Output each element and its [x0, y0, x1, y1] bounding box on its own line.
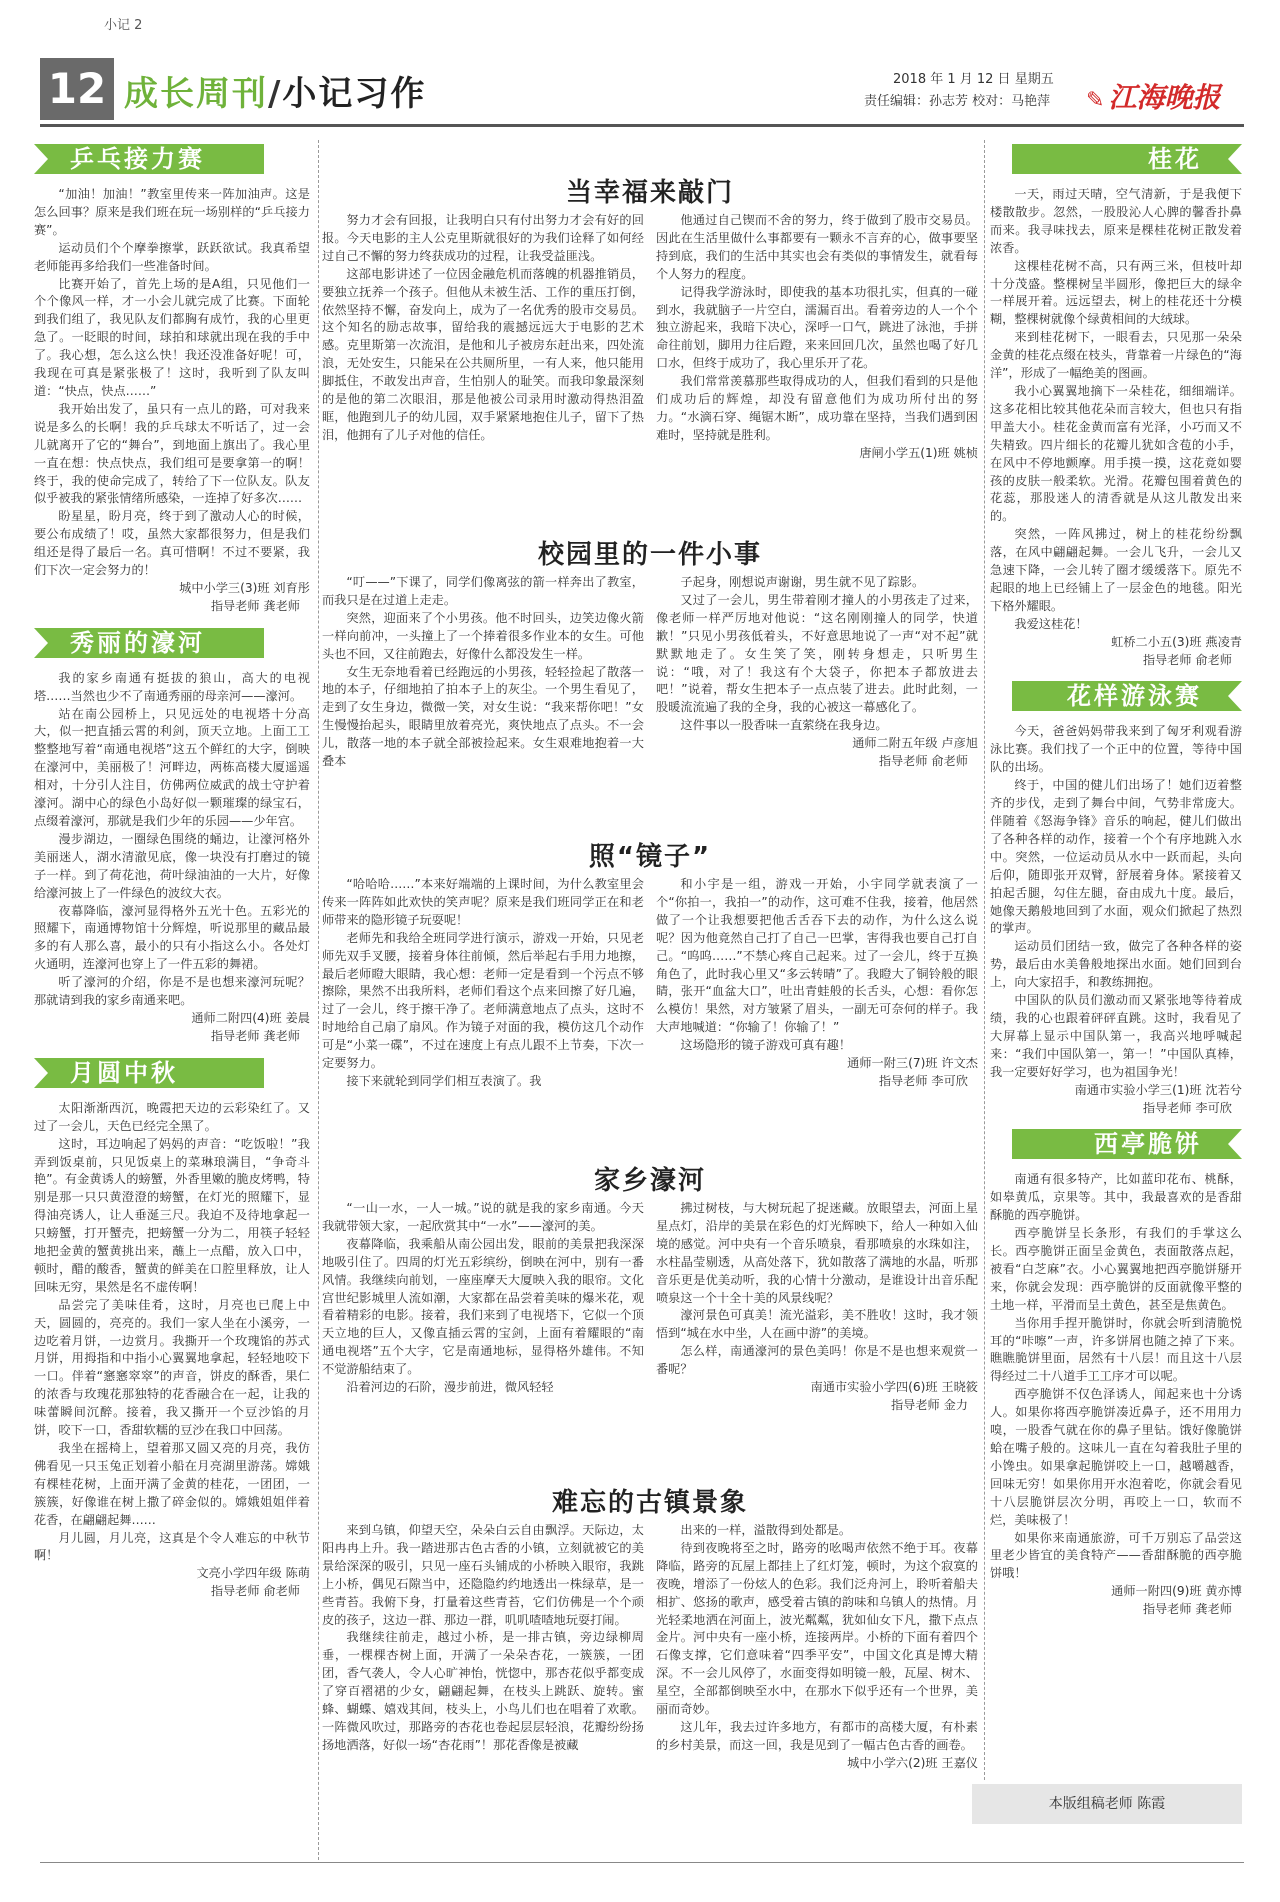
section-main: 成长周刊 [124, 74, 268, 114]
author-school: 通师一附四(9)班 黄亦博 [1111, 1584, 1242, 1599]
story-4 [322, 1162, 978, 1415]
author-school: 城中小学六(2)班 王嘉仪 [847, 1755, 978, 1770]
author-school: 虹桥二小五(3)班 燕凌青 [1111, 634, 1242, 649]
paragraph: 今天，爸爸妈妈带我来到了匈牙利观看游泳比赛。我们找了一个正中的位置，等待中国队的出场。 [990, 724, 1242, 775]
article-tag [990, 140, 1242, 176]
author-teacher: 指导老师 俞老师 [878, 754, 968, 769]
author-teacher: 指导老师 李可欣 [878, 1073, 968, 1088]
story-title: 照“镜子” [588, 842, 712, 872]
issue-date: 2018 年 1 月 12 日 星期五 [893, 72, 1054, 87]
section-title: 成长周刊/小记习作 [124, 74, 427, 114]
paragraph: 夜幕降临，濠河显得格外五光十色。五彩光的照耀下，南通博物馆十分辉煌，听说那里的藏品最多的有人那么喜，最小的只有小指这么小。各处灯火通明，连濠河也穿上了一件五彩的舞裙。 [34, 903, 310, 972]
paragraph: 我坐在摇椅上，望着那又圆又亮的月亮，我仿佛看见一只玉兔正划着小船在月亮湖里游荡。嫦娥有棵桂花树，上面开满了金黄的桂花，一团团，一簇簇，好像谁在树上撒了碎金似的。嫦娥姐姐伴着花香，在翩翩起舞…… [34, 1441, 310, 1527]
paragraph: “加油！加油！”教室里传来一阵加油声。这是怎么回事？原来是我们班在玩一场别样的“乒乓接力赛”。 [34, 187, 310, 237]
story-3 [322, 838, 978, 1091]
article-tag [990, 1125, 1242, 1161]
paragraph: 老师先和我给全班同学进行演示，游戏一开始，只见老师先双手叉腰，接着身体往前倾，然后举起右手用力地擦，最后老师瞪大眼睛，我心想：老师一定是看到一个污点不够擦除，果然不出我所料，老师们看这个点来回擦了好几遍，过了一会儿，终于擦干净了。老师满意地点了点头，这时不时地给自己扇了扇风。作为镜子对面的我，模仿这几个动作可是“小菜一碟”，不过在速度上有点儿跟不上节奏，下次一定要努力。 [322, 930, 644, 1071]
author-school: 通师一附三(7)班 许文杰 [847, 1056, 978, 1071]
article-title: 桂花 [1148, 145, 1202, 173]
paragraph: 听了濠河的介绍，你是不是也想来濠河玩呢？那就请到我的家乡南通来吧。 [34, 975, 310, 1008]
paragraph: 我爱这桂花！ [1014, 616, 1088, 631]
header-rule [40, 124, 1244, 127]
author-school: 通师二附四(4)班 姜晨 [191, 1010, 310, 1025]
paragraph: 濠河景色可真美！流光溢彩，美不胜收！这时，我才领悟到“城在水中坐，人在画中游”的美境。 [656, 1308, 978, 1341]
newspaper-logo [1086, 76, 1220, 116]
paragraph: 和小宇是一组，游戏一开始，小宇同学就表演了一个“你拍一，我拍一”的动作，这可难不住我，接着，他居然做了一个让我想要把他舌舌吞下去的动作，为什么这么说呢？因为他竟然自己打了自己一巴掌，害得我也要自己打自己。“呜呜……”不禁心疼自己起来。过了一会儿，终于互换角色了，此时我心里又“多云转晴”了。我瞪大了铜铃般的眼睛，张开“血盆大口”，吐出青蛙般的长舌头，心想：看你怎么模仿！果然，对方皱紧了眉头，一副无可奈何的样子。我大声地喊道：“你输了！你输了！” [656, 877, 978, 1035]
article-tag [34, 624, 310, 660]
paragraph: 如果你来南通旅游，可千万别忘了品尝这里老少皆宜的美食特产——香甜酥脆的西亭脆饼哦！ [990, 1530, 1242, 1581]
story-title: 当幸福来敲门 [565, 178, 734, 208]
author-school: 通师二附五年级 卢彦旭 [852, 736, 978, 751]
editor-credits: 责任编辑：孙志芳 校对：马艳萍 [864, 94, 1051, 109]
paragraph: 南通有很多特产，比如蓝印花布、桃酥，如皋黄瓜，京果等。其中，我最喜欢的是香甜酥脆的西亭脆饼。 [990, 1172, 1242, 1223]
paragraph: 沿着河边的石阶，漫步前进，微风轻轻 [346, 1380, 554, 1395]
paragraph: 比赛开始了，首先上场的是A组，只见他们一个个像风一样，才一小会儿就完成了比赛。下面轮到我们组了，我见队友们都胸有成竹，我的心里更急了。一眨眼的时间，球拍和球就出现在我的手中了。我心想，怎么这么快！我还没准备好呢！可，我现在可真是紧张极了！这时，我听到了队友叫道：“快点，快点……” [34, 276, 310, 398]
left-column [34, 140, 310, 1601]
paragraph: 来到乌镇，仰望天空，朵朵白云自由飘浮。天际边，太阳冉冉上升。我一踏进那古色古香的小镇，立刻就被它的美景给深深的吸引，只见一座石头铺成的小桥映入眼帘，我跳上小桥，偶见石隙当中，还隐隐约约地透出一株绿草，是一些青苔。我俯下身，打量着这些青苔，它们仿佛是一个个顽皮的孩子，这边一群、那边一群，叽叽喳喳地玩耍打闹。 [322, 1523, 644, 1627]
paragraph: 接下来就轮到同学们相互表演了。我 [346, 1073, 542, 1088]
paragraph: 又过了一会儿，男生带着刚才撞人的小男孩走了过来，像老师一样严厉地对他说：“这名刚刚撞人的同学，快道歉！”只见小男孩低着头，不好意思地说了一声“对不起”就默默地走了。女生笑了笑，刚转身想走，只听男生说：“哦，对了！我这有个大袋子，你把本子都放进去吧！”说着，帮女生把本子一点点装了进去。此时此刻，一股暖流流遍了我的全身，我的心被这一幕感化了。 [656, 592, 978, 715]
story-title: 难忘的古镇景象 [551, 1488, 748, 1518]
paragraph: 运动员们团结一致，做完了各种各样的姿势，最后由水美鲁般地探出水面。她们回到台上，向大家招手，和教练拥抱。 [990, 939, 1242, 990]
author-school: 文亮小学四年级 陈萌 [196, 1566, 310, 1581]
paragraph: 中国队的队员们激动而又紧张地等待着成绩，我的心也跟着砰砰直跳。这时，我看见了大屏幕上显示中国队第一，我高兴地呼喊起来：“我们中国队第一，第一！”中国队真棒，我一定要好好学习，也为祖国争光！ [990, 993, 1242, 1079]
paragraph: “哈哈哈……”本来好端端的上课时间，为什么教室里会传来一阵阵如此欢快的笑声呢？原来是我们班同学正在和老师带来的隐形镜子玩耍呢！ [322, 877, 644, 927]
paragraph: 他通过自己锲而不舍的努力，终于做到了股市交易员。因此在生活里做什么事都要有一颗永不言弃的心，做事要坚持到底，我们的生活中其实也会有类似的事情发生，就看每个人努力的程度。 [656, 213, 978, 281]
article-title: 乒乓接力赛 [70, 145, 205, 173]
column-divider-left [318, 140, 319, 1860]
paragraph: 我小心翼翼地摘下一朵桂花，细细端详。这多花相比较其他花朵而言较大，但也只有指甲盖大小。桂花金黄而富有光泽，小巧而又不失精致。四片细长的花瓣儿犹如含苞的小手，在风中不停地颤摩。用手摸一摸，这花竟如婴孩的皮肤一般柔软。光滑。花瓣包围着黄色的花蕊，那股迷人的清香就是从这儿散发出来的。 [990, 383, 1242, 524]
article-tag [34, 1054, 310, 1090]
author-teacher: 指导老师 俞老师 [1142, 652, 1232, 667]
article-title: 花样游泳赛 [1067, 682, 1202, 711]
paragraph: 子起身，刚想说声谢谢，男生就不见了踪影。 [680, 575, 925, 589]
story-2 [322, 536, 978, 771]
story-5 [322, 1484, 978, 1773]
article-tag [34, 140, 310, 176]
paragraph: 这时，耳边响起了妈妈的声音：“吃饭啦！”我弄到饭桌前，只见饭桌上的菜琳琅满目，“争奇斗艳”。有金黄诱人的螃蟹，外香里嫩的脆皮烤鸭，特别是那一只只黄澄澄的螃蟹，在灯光的照耀下，显得油亮诱人，让人垂涎三尺。我迫不及待地拿起一只螃蟹，打开蟹壳，把螃蟹一分为二，用筷子轻轻地把金黄的蟹黄挑出来，蘸上一点醋，放入口中，顿时，醋的酸香，蟹黄的鲜美在口腔里释放，让人回味无穷，果然是名不虚传啊！ [34, 1136, 310, 1294]
story-title: 校园里的一件小事 [537, 540, 762, 570]
paragraph: 我们常常羡慕那些取得成功的人，但我们看到的只是他们成功后的辉煌，却没有留意他们为成功所付出的努力。“水滴石穿、绳锯木断”，成功靠在坚持，当我们遇到困难时，坚持就是胜利。 [656, 374, 978, 442]
paragraph: 终于，中国的健儿们出场了！她们迈着整齐的步伐，走到了舞台中间，气势非常庞大。伴随着《怒海争锋》音乐的响起，健儿们做出了各种各样的动作，接着一个个有序地跳入水中。突然，一位运动员从水中一跃而起，头向后仰，随即张开双臂，舒展着身体。紧接着又拍起舌腿，勾住左腿，奋由成九十度。最后，她像天鹅般地回到了水面，观众们掀起了热烈的掌声。 [990, 778, 1242, 936]
paragraph: 一天，雨过天晴，空气清新，于是我便下楼散散步。忽然，一股股沁人心脾的馨香扑鼻而来。我寻味找去，原来是棵桂花树正散发着浓香。 [990, 187, 1242, 255]
paragraph: 西亭脆饼呈长条形，有我们的手掌这么长。西亭脆饼正面呈金黄色，表面散落点起，被看“白芝麻”衣。小心翼翼地把西亭脆饼掰开来，你就会发现：西亭脆饼的反面就像平整的土地一样，平滑而呈土黄色，甚至是焦黄色。 [990, 1226, 1242, 1312]
column-divider-right [984, 140, 985, 1780]
article-title: 月圆中秋 [70, 1058, 178, 1087]
paragraph: 站在南公园桥上，只见远处的电视塔十分高大，似一把直插云霄的利剑，顶天立地。上面工工整整地写着“南通电视塔”这五个鲜红的大字，倒映在濠河中，美丽极了！河畔边，两栋高楼大厦遥遥相对，十分引人注目，仿佛两位威武的战士守护着濠河。湖中心的绿色小岛好似一颗璀璨的绿宝石，点缀着濠河，那就是我们少年的乐园——少年宫。 [34, 706, 310, 828]
story-title: 家乡濠河 [593, 1166, 706, 1196]
paragraph: 月儿圆，月儿亮，这真是个令人难忘的中秋节啊！ [34, 1530, 310, 1563]
paragraph: 运动员们个个摩拳擦掌，跃跃欲试。我真希望老师能再多给我们一些准备时间。 [34, 240, 310, 273]
paragraph: 漫步湖边，一圈绿色围绕的蛹边，让濠河格外美丽迷人，湖水清澈见底，像一块没有打磨过的镜子一样。到了荷花池，荷叶绿油油的一大片，好像给濠河披上了一件绿色的波纹大衣。 [34, 831, 310, 900]
logo-mark-icon: ✎ [1086, 88, 1105, 113]
author-teacher: 指导老师 龚老师 [210, 1028, 300, 1043]
paragraph: 出来的一样，溢散得到处都是。 [680, 1523, 852, 1537]
paragraph: 怎么样，南通濠河的景色美吗！你是不是也想来观赏一番呢？ [656, 1344, 978, 1377]
paragraph: 品尝完了美味佳肴，这时，月亮也已爬上中天，圆圆的，亮亮的。我们一家人坐在小溪旁，一边吃着月饼，一边赏月。我撕开一个玫瑰馅的苏式月饼，用拇指和中指小心翼翼地拿起，轻轻地咬下一口。伴着“窸窸窣窣”的声音，饼皮的酥香，果仁的浓香与玫瑰花那独特的花香融合在一起，让我的味蕾瞬间沉醉。接着，我又撕开一个豆沙馅的月饼，咬下一口，香甜软糯的豆沙在我口中回荡。 [34, 1297, 310, 1438]
paragraph: 盼星星，盼月亮，终于到了激动人心的时候，要公布成绩了！哎，虽然大家都很努力，但是我们组还是得了最后一名。真可惜啊！不过不要紧，我们下次一定会努力的！ [34, 509, 310, 578]
author-teacher: 指导老师 龚老师 [210, 598, 300, 613]
author-school: 南通市实验小学三(1)班 沈若兮 [1074, 1082, 1242, 1097]
paragraph: 我继续往前走，越过小桥，是一排古镇，旁边绿柳周垂，一棵棵杏树上面，开满了一朵朵杏花，一簇簇，一团团，香气袭人，令人心旷神怡，恍惚中，那杏花似乎都变成了穿百褶裙的少女，翩翩起舞，在枝头上跳跃、旋转。蜜蜂、蝴蝶、嬉戏其间，枝头上，小鸟儿们也在唱着了欢歌。一阵微风吹过，那路旁的杏花也卷起层层轻浪，花瓣纷纷扬扬地洒落，好似一场“杏花雨”！那花香像是被藏 [322, 1630, 644, 1752]
footer-rule [40, 1862, 1244, 1863]
article-title: 秀丽的濠河 [70, 628, 205, 657]
author-school: 唐闸小学五(1)班 姚桢 [859, 445, 978, 460]
paragraph: 我的家乡南通有挺拔的狼山，高大的电视塔……当然也少不了南通秀丽的母亲河——濠河。 [34, 670, 310, 703]
article-tag [990, 677, 1242, 713]
paragraph: 女生无奈地看着已经跑远的小男孩，轻轻捡起了散落一地的本子，仔细地拍了拍本子上的灰尘。一个男生看见了，走到了女生身边，微微一笑，对女生说：“我来帮你吧！”女生慢慢抬起头，眼睛里放着亮光，爽快地点了点头。不一会儿，散落一地的本子就全部被捡起来。女生艰难地抱着一大叠本 [322, 664, 644, 769]
paragraph: 突然，一阵风拂过，树上的桂花纷纷飘落，在风中翩翩起舞。一会儿飞升，一会儿又急速下降，一会儿转了圈才缓缓落下。原先不起眼的地上已经铺上了一层金色的地毯。阳光下格外耀眼。 [990, 527, 1242, 613]
paragraph: 待到夜晚将至之时，路旁的吆喝声依然不绝于耳。夜幕降临，路旁的瓦屋上都挂上了红灯笼，顿时，为这个寂寞的夜晚，增添了一份炫人的色彩。我们泛舟河上，聆听着船夫相扩、悠扬的歌声，感受着古镇的韵味和乌镇人的热情。月光轻柔地洒在河面上，波光粼粼，犹如仙女下凡，撒下点点金片。河中央有一座小桥，连接两岸。小桥的下面有着四个石像支撑，它们意味着“四季平安”，中国文化真是博大精深。不一会儿风停了，水面变得如明镜一般，瓦屋、树木、星空，全部都倒映至水中，在那水下似乎还有一个世界，美丽而奇妙。 [656, 1540, 978, 1717]
paragraph: 努力才会有回报，让我明白只有付出努力才会有好的回报。今天电影的主人公克里斯就很好的为我们诠释了如何经过自己不懈的努力终获成功的过程，让我受益匪浅。 [322, 213, 644, 263]
editor-credit-box: 本版组稿老师 陈霞 [972, 1784, 1242, 1824]
paragraph: 记得我学游泳时，即使我的基本功很扎实，但真的一碰到水，我就脑子一片空白，濡漏百出。看着旁边的人一个个独立游起来，我暗下决心，深呼一口气，跳进了泳池，手拼命往前划，脚用力往后蹬，来来回回几次，虽然也喝了好几口水，但终于成功了，我心里乐开了花。 [656, 284, 978, 371]
author-school: 城中小学三(3)班 刘育彤 [179, 580, 310, 595]
paragraph: 我开始出发了，虽只有一点儿的路，可对我来说是多么的长啊！我的乒乓球太不听话了，过一会儿就离开了它的“舞台”，到地面上旗出了。我心里一直在想：快点快点，我们组可是要拿第一的啊！终于，我的使命完成了，转给了下一位队友。队友似乎被我的紧张情绪所感染，一连掉了好多次…… [34, 401, 310, 506]
story-1 [322, 174, 978, 463]
paragraph: 突然，迎面来了个小男孩。他不时回头，边笑边像火箭一样向前冲，一头撞上了一个捧着很多作业本的女生。可他头也不回，又往前跑去，好像什么都没发生一样。 [322, 610, 644, 661]
paragraph: 太阳渐渐西沉，晚霞把天边的云彩染红了。又过了一会儿，天色已经完全黑了。 [34, 1100, 310, 1133]
article-title: 西亭脆饼 [1094, 1130, 1202, 1159]
author-teacher: 指导老师 俞老师 [210, 1584, 300, 1599]
paragraph: “一山一水，一人一城。”说的就是我的家乡南通。今天我就带领大家，一起欣赏其中“一水”——濠河的美。 [322, 1201, 644, 1233]
author-teacher: 指导老师 李可欣 [1142, 1100, 1232, 1115]
right-column [990, 140, 1242, 1619]
author-teacher: 指导老师 龚老师 [1142, 1602, 1232, 1617]
paragraph: 拂过树枝，与大树玩起了捉迷藏。放眼望去，河面上星星点灯，沿岸的美景在彩色的灯光辉映下，给人一种如入仙境的感觉。河中央有一个音乐喷泉，看那喷泉的水珠如注，水柱晶莹剔透，从高处落下，犹如散落了满地的水晶，听那音乐更是优美动听，我的心情十分激动，是谁设计出音乐配喷泉这一个十全十美的风景线呢？ [656, 1201, 978, 1305]
paragraph: 这场隐形的镜子游戏可真有趣！ [680, 1038, 852, 1053]
paragraph: 这部电影讲述了一位因金融危机而落魄的机器推销员，要独立抚养一个孩子。但他从未被生活、工作的重压打倒，依然坚持不懈，奋发向上，成为了一名优秀的股市交易员。这个知名的励志故事，留给我的震撼远远大于电影的艺术感。克里斯第一次流泪，是他和儿子被房东赶出来，四处流浪，无处安生，只能呆在公共厕所里，一有人来，他只能用脚抵住，不敢发出声音，生怕别人的耻笑。而我印象最深刻的是他的第二次眼泪，那是他被公司录用时激动得热泪盈眶，他跑到儿子的幼儿园，双手紧紧地抱住儿子，留下了热泪，他拥有了儿子对他的信任。 [322, 266, 644, 442]
paragraph: 夜幕降临，我乘船从南公园出发，眼前的美景把我深深地吸引住了。四周的灯光五彩缤纷，倒映在河中，别有一番风情。我继续向前划，一座座摩天大厦映入我的眼帘。文化宫世纪影城里人流如潮，大家都在品尝着美味的爆米花，观看着精彩的电影。接着，我们来到了电视塔下，它似一个顶天立地的巨人，又像直插云霄的宝剑，上面有着耀眼的“南通电视塔”五个大字，它是南通地标，显得格外雄伟。不知不觉游船结束了。 [322, 1236, 644, 1377]
paragraph: 这件事以一股香味一直萦绕在我身边。 [680, 718, 888, 733]
page-number: 12 [40, 58, 114, 120]
logo-text: 江海晚报 [1108, 81, 1221, 114]
top-label: 小记 2 [104, 18, 143, 33]
section-sub: 小记习作 [282, 74, 427, 114]
author-school: 南通市实验小学四(6)班 王晓筱 [810, 1380, 978, 1395]
paragraph: 这儿年，我去过许多地方，有都市的高楼大厦，有朴素的乡村美景，而这一回，我是见到了一幅古色古香的画卷。 [656, 1719, 978, 1752]
paragraph: “叮——”下课了，同学们像离弦的箭一样奔出了教室，而我只是在过道上走走。 [322, 575, 644, 607]
paragraph: 西亭脆饼不仅色泽诱人，闻起来也十分诱人。如果你将西亭脆饼凑近鼻子，还不用用力嗅，一股香气就在你的鼻子里钻。饿好像脆饼蛤在嘴子般的。这味儿一直在勾着我肚子里的小馋虫。如果拿起脆饼咬上一口，越嚼越香，回味无穷！如果你用开水泡着吃，你就会看见十八层脆饼层次分明，再咬上一口，软而不烂，美味极了！ [990, 1387, 1242, 1527]
paragraph: 当你用手捏开脆饼时，你就会听到清脆悦耳的“咔嚓”一声，许多饼屑也随之掉了下来。瞧瞧脆饼里面，居然有十八层！而且这十八层得经过二十八道手工工序才可以呢。 [990, 1315, 1242, 1384]
paragraph: 这棵桂花树不高，只有两三米，但枝叶却十分茂盛。整棵树呈半圆形，像把巨大的绿伞一样展开着。远远望去，树上的桂花还十分模糊，整棵树就像个绿黄相间的大绒球。 [990, 258, 1242, 327]
author-teacher: 指导老师 金力 [891, 1397, 968, 1412]
paragraph: 来到桂花树下，一眼看去，只见那一朵朵金黄的桂花点缀在枝头，背靠着一片绿色的“海洋”，形成了一幅绝美的图画。 [990, 330, 1242, 381]
